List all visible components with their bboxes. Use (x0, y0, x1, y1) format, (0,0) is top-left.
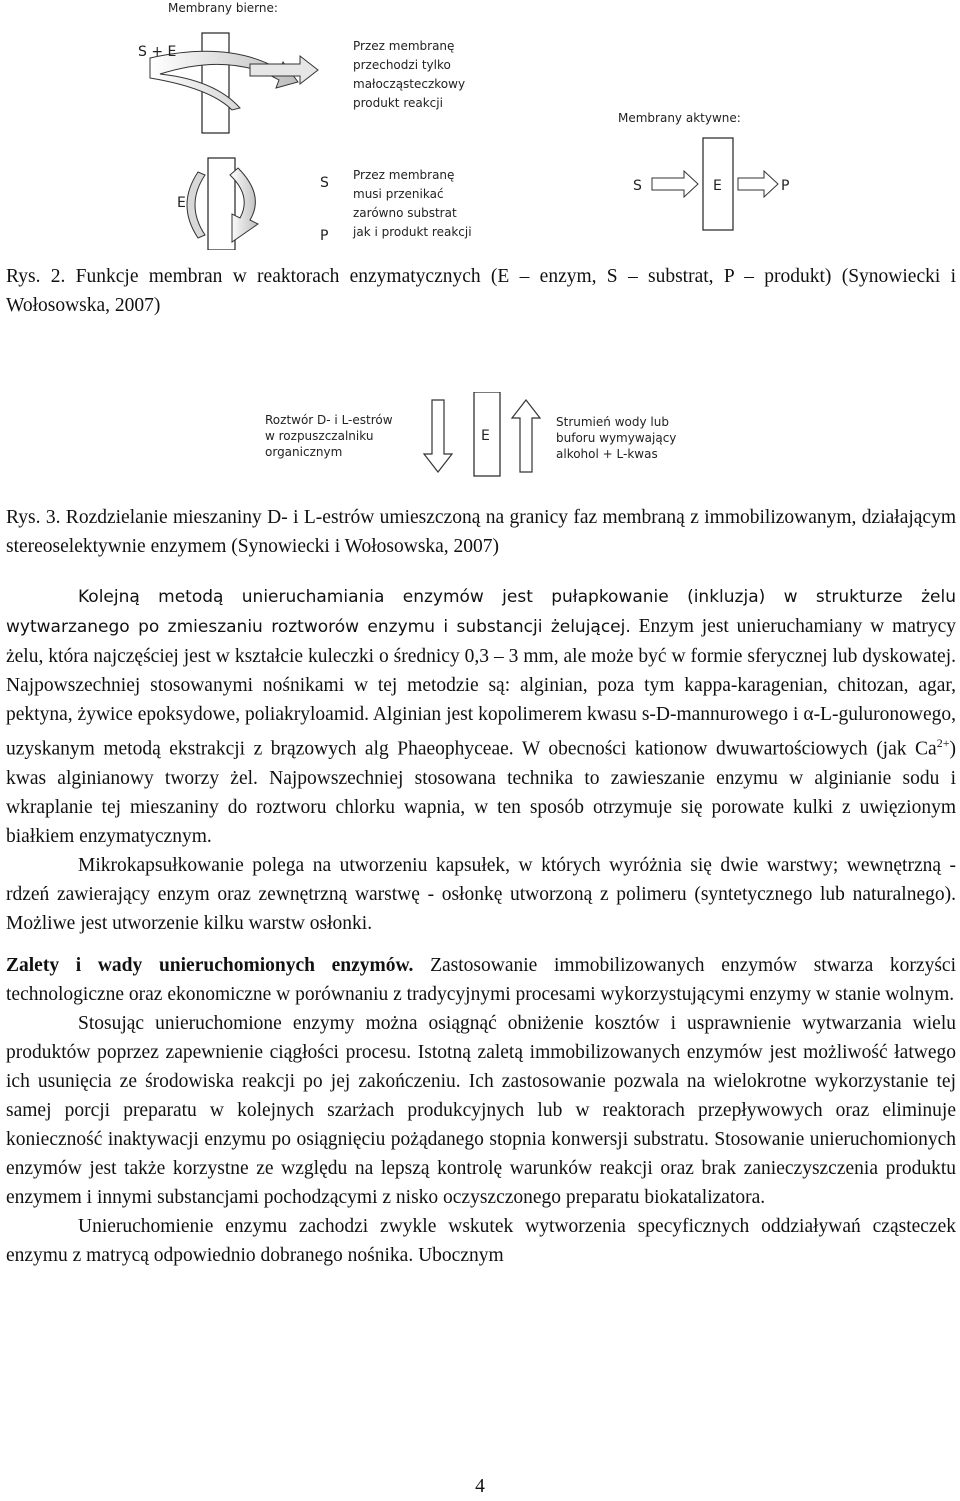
top-note-line-1: Przez membranę (353, 39, 455, 53)
section-heading: Zalety i wady unieruchomionych enzymów. (6, 954, 414, 976)
figure-2-caption: Rys. 2. Funkcje membran w reaktorach enzymatycznych (E – enzym, S – substrat, P – produkt) (Synowiecki i Wołosowska, 2007) (6, 266, 956, 316)
top-note-line-4: produkt reakcji (353, 96, 443, 110)
membrane-bottom (208, 158, 235, 250)
label-s-bottom: S (320, 175, 329, 191)
bottom-note-line-4: jak i produkt reakcji (353, 225, 472, 239)
membrane-top (202, 33, 229, 133)
calcium-charge: 2+ (936, 736, 950, 750)
paragraph-advantages (6, 951, 956, 1009)
paragraph-advantages-body: Zastosowanie immobilizowanych enzymów stwarza korzyści technologiczne oraz ekonomiczne w porównaniu z tradycyjnymi procesami wykorzystującymi enzymy w stanie wolnym. (6, 954, 956, 1005)
active-membranes-title: Membrany aktywne: (618, 111, 741, 125)
figure-3-caption: Rys. 3. Rozdzielanie mieszaniny D- i L-estrów umieszczoną na granicy faz membraną z immobilizowanym, działającym stereoselektywnie enzymem (Synowiecki i Wołosowska, 2007) (6, 507, 956, 557)
arrow-down (424, 400, 452, 472)
figure-membrane-functions (0, 0, 960, 250)
paragraph-benefits: Stosując unieruchomione enzymy można osiągnąć obniżenie kosztów i usprawnienie wytwarzania wielu produktów poprzez zapewnienie ciągłości procesu. Istotną zaletą immobilizowanych enzymów jest możliwość łatwego ich usunięcia ze środowiska reakcji po jej zakończeniu. Ich zastosowanie pozwala na wielokrotne wykorzystanie tej samej porcji preparatu w kolejnych szarżach produkcyjnych lub w reaktorach przepływowych oraz eliminuje konieczność inaktywacji enzymu po osiągnięciu pożądanego stopnia konwersji substratu. Stosowanie unieruchomionych enzymów jest także korzystne ze względu na lepszą kontrolę warunków reakcji oraz brak zanieczyszczenia produktu enzymem i innymi substancjami pochodzącymi z nisko oczyszczonego preparatu biokatalizatora. (6, 1012, 956, 1208)
label-e-bottom: E (177, 195, 186, 211)
right-note-line-3: alkohol + L-kwas (556, 447, 658, 461)
right-note-line-2: buforu wymywający (556, 431, 677, 445)
top-note-line-2: przechodzi tylko (353, 58, 451, 72)
curved-arrow-bottom-left (187, 172, 205, 238)
passive-membranes-title: Membrany bierne: (168, 1, 278, 15)
paragraph-inclusion (6, 582, 956, 851)
arrow-active-in (652, 171, 698, 197)
body-text (6, 582, 956, 1270)
paragraph-inclusion-end: ) kwas alginianowy tworzy żel. Najpowszechniej stosowana technika to zawieszanie enzymu w alginianie sodu i wkraplanie tej mieszaniny do roztworu chlorku wapnia, w ten sposób otrzymuje się porowate kulki z uwięzionym białkiem enzymatycznym. (6, 738, 956, 847)
bottom-note-line-1: Przez membranę (353, 168, 455, 182)
label-s-plus-e: S + E (138, 44, 177, 60)
left-note-line-1: Roztwór D- i L-estrów (265, 413, 393, 427)
page-number: 4 (475, 1476, 485, 1497)
arrow-active-out (738, 171, 778, 197)
left-note-line-2: w rozpuszczalniku (265, 429, 374, 443)
top-note-line-3: małocząsteczkowy (353, 77, 466, 91)
figure-separation (0, 392, 960, 482)
paragraph-inclusion-intro: Kolejną metodą unieruchamiania enzymów jest pułapkowanie (inkluzja) w strukturze żelu wytwarzanego po zmieszaniu roztworów enzymu i substancji żelującej. (6, 587, 956, 637)
label-s-active: S (633, 178, 642, 194)
label-p-bottom: P (320, 228, 329, 244)
paragraph-microcapsules: Mikrokapsułkowanie polega na utworzeniu kapsułek, w których wyróżnia się dwie warstwy; wewnętrzną - rdzeń zawierający enzym oraz zewnętrzną warstwę - osłonkę utworzoną z polimeru (syntetycznego lub naturalnego). Możliwe jest utworzenie kilku warstw osłonki. (6, 854, 956, 934)
label-e-center: E (481, 428, 490, 444)
label-e-active: E (713, 178, 722, 194)
arrow-up (512, 400, 540, 472)
paragraph-immobilization: Unieruchomienie enzymu zachodzi zwykle wskutek wytworzenia specyficznych oddziaływań cząsteczek enzymu z matrycą odpowiednio dobranego nośnika. Ubocznym (6, 1215, 956, 1266)
left-note-line-3: organicznym (265, 445, 343, 459)
right-note-line-1: Strumień wody lub (556, 415, 669, 429)
label-p-active: P (781, 178, 790, 194)
bottom-note-line-3: zarówno substrat (353, 206, 457, 220)
paragraph-inclusion-body: Enzym jest unieruchamiany w matrycy żelu, która najczęściej jest w kształcie kuleczki o średnicy 0,3 – 3 mm, ale może być w formie sferycznej lub dyskowatej. Najpowszechniej stosowanymi nośnikami w tej metodzie są: alginian, poza tym kappa-karagenian, chitozan, agar, pektyna, żywice epoksydowe, poliakryloamid. Alginian jest kopolimerem kwasu s-D-mannurowego i α-L-guluronowego, uzyskanym metodą ekstrakcji z brązowych alg Phaeophyceae. W obecności kationow dwuwartościowych (jak Ca (6, 616, 956, 760)
bottom-note-line-2: musi przenikać (353, 187, 444, 201)
